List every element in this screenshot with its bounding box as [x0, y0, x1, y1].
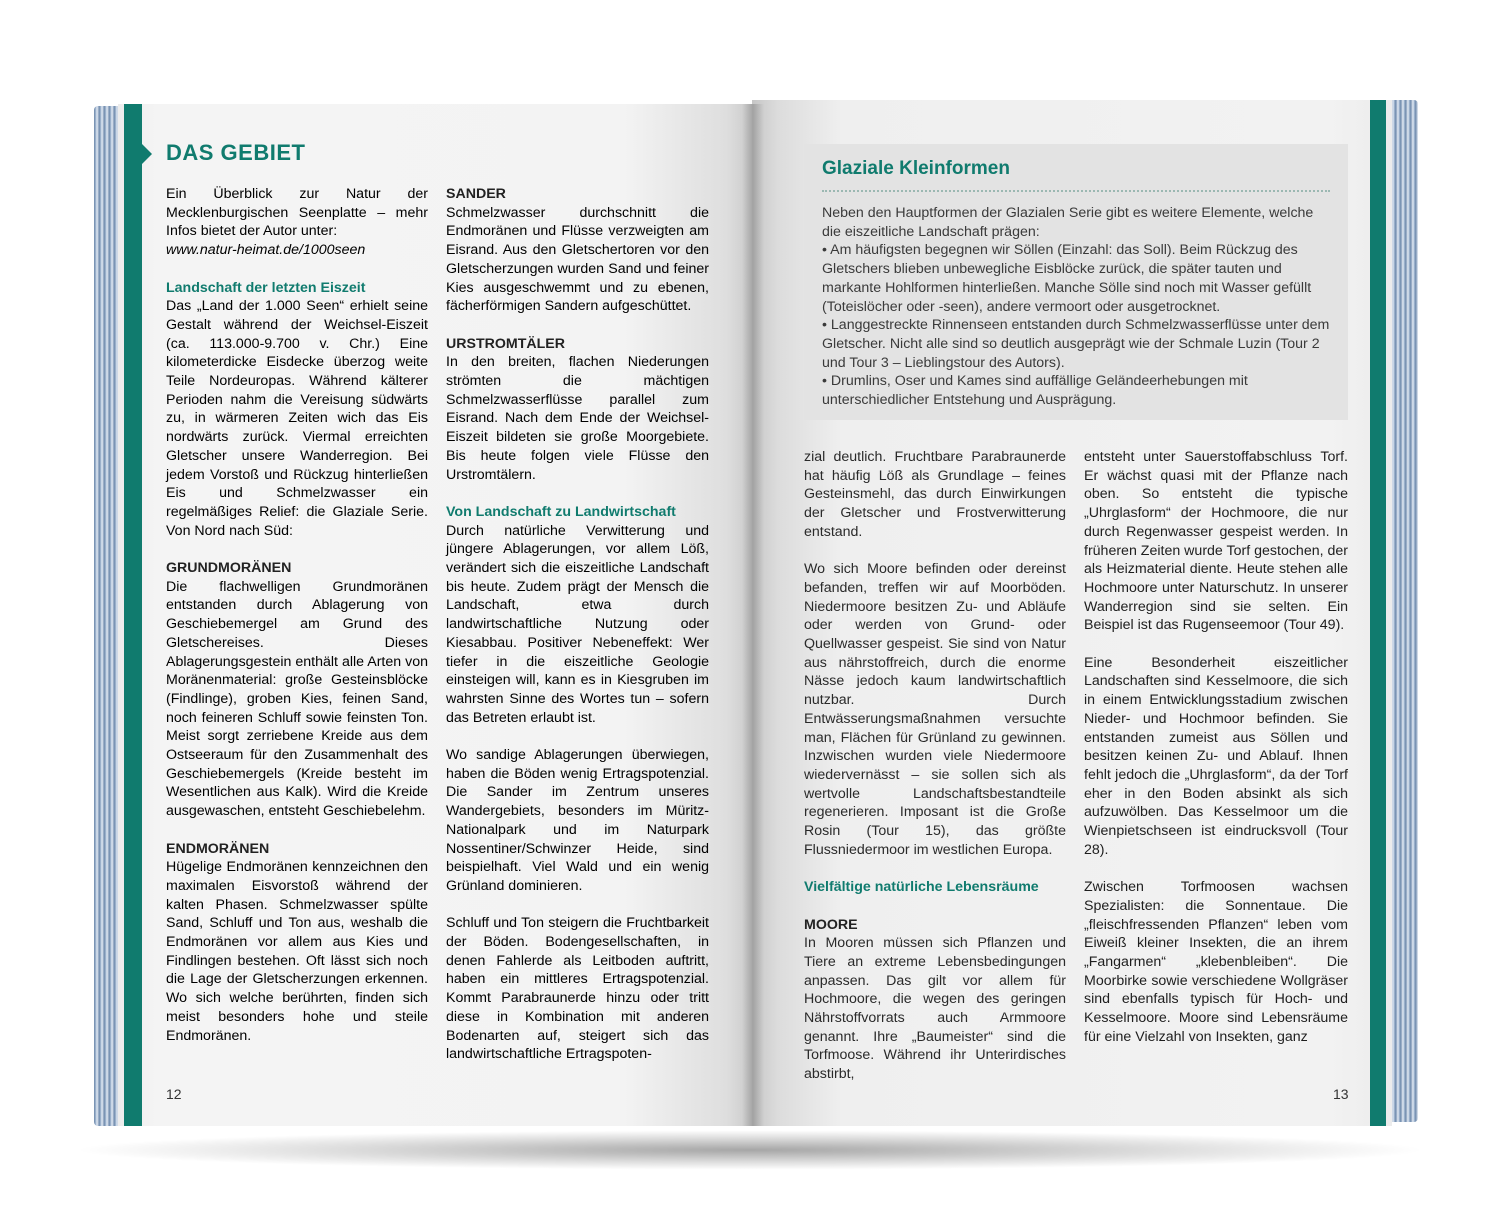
heading-arrow-icon [142, 144, 152, 164]
section-label: ENDMORÄNEN [166, 840, 270, 857]
info-box-title: Glaziale Kleinformen [822, 158, 1010, 179]
info-box [804, 144, 1348, 420]
book-shadow [70, 1130, 1430, 1170]
paragraph-gap [804, 542, 1066, 561]
body-paragraph: Die flachwelligen Grundmoränen entstanden durch Ablagerung von Geschiebemergel am Grund des Gletschereises. Dieses Ablagerungsgestein enthält alle Arten von Moränenmaterial: große Gesteinsblöcke (Findlinge), groben Kies, feinen Sand, noch feineren Schluff sowie feinsten Ton. Meist sorgt zerriebene Kreide aus dem Ostseeraum für den Zusammenhalt des Geschiebemergels (Kreide besteht im Wesentlichen aus Kalk). Wird die Kreide ausgewaschen, entsteht Geschiebelehm. [166, 578, 428, 820]
info-box-bullet: • Am häufigsten begegnen wir Söllen (Einzahl: das Soll). Beim Rückzug des Gletschers blieben unbewegliche Eisblöcke zurück, die später tauten und markante Hohlformen hinterließen. Manche Sölle sind noch mit Wasser gefüllt (Toteislöcher oder -seen), andere vermoort oder ausgetrocknet. [822, 242, 1312, 315]
section-label: SANDER [446, 186, 506, 202]
info-box-intro: Neben den Hauptformen der Glazialen Serie gibt es weitere Elemente, welche die eiszeitliche Landschaft prägen: [822, 205, 1314, 240]
accent-bar-left [124, 104, 142, 1126]
section-subheading: Vielfältige natürliche Lebensräume [804, 879, 1039, 896]
left-column-1 [166, 185, 428, 1045]
paragraph-gap [446, 896, 709, 915]
body-paragraph: entsteht unter Sauerstoffabschluss Torf. Er wächst quasi mit der Pflanze nach oben. So entsteht die typische „Uhrglasform“ der Hochmoore, die nur durch Regenwasser gespeist werden. In früheren Zeiten wurde Torf gestochen, der als Heizmaterial diente. Heute stehen alle Hochmoore unter Naturschutz. In unserer Wanderregion sind sie selten. Ein Beispiel ist das Rugenseemoor (Tour 49). [1084, 449, 1348, 634]
page-number-left: 12 [166, 1086, 182, 1102]
body-paragraph: Ein Überblick zur Natur der Mecklenburgischen Seenplatte – mehr Infos bietet der Autor unter: [166, 186, 428, 240]
section-label: MOORE [804, 916, 858, 933]
web-address: www.natur-heimat.de/1000seen [166, 242, 366, 259]
body-paragraph: Wo sandige Ablagerungen überwiegen, haben die Böden wenig Ertragspotenzial. Die Sander im Zentrum unseres Wandergebiets, besonders im Müritz-Nationalpark und im Naturpark Nossentiner/Schwinzer Heide, sind beispielhaft. Viel Wald und ein wenig Grünland dominieren. [446, 747, 709, 894]
paragraph-gap [804, 897, 1066, 916]
paragraph-gap [166, 260, 428, 279]
paragraph-gap [166, 821, 428, 840]
body-paragraph: Schmelzwasser durchschnitt die Endmoränen und Flüsse verzweigten am Eisrand. Aus den Gletschertoren vor den Gletscherzungen wurden Sand und feiner Kies ausgeschwemmt und zu ebenen, fächerförmigen Sandern aufgeschüttet. [446, 204, 709, 315]
right-column-2 [1084, 448, 1348, 1046]
body-paragraph: zial deutlich. Fruchtbare Parabraunerde hat häufig Löß als Grundlage – feines Gesteinsmehl, das durch Einwirkungen der Gletscher und Frostverwitterung entstand. [804, 449, 1066, 540]
left-column-2 [446, 185, 709, 1064]
section-label: GRUNDMORÄNEN [166, 560, 292, 577]
book-spine [742, 104, 764, 1126]
dotted-divider [822, 190, 1330, 192]
right-column-1 [804, 448, 1066, 1084]
body-paragraph: In den breiten, flachen Niederungen strömten die mächtigen Schmelzwasserflüsse parallel zum Eisrand. Nach dem Ende der Weichsel-Eiszeit bildeten sie große Moorgebiete. Bis heute folgen viele Flüsse den Urstromtälern. [446, 354, 709, 483]
paragraph-gap [1084, 859, 1348, 878]
body-paragraph: Hügelige Endmoränen kennzeichnen den maximalen Eisvorstoß während der kalten Phasen. Schmelzwasser spülte Sand, Schluff und Ton aus, weshalb die Endmoränen vor allem aus Kies und Findlingen bestehen. Oft lässt sich noch die Lage der Gletscherzungen erkennen. Wo sich welche berührten, finden sich meist besonders hohe und steile Endmoränen. [166, 859, 428, 1044]
page-title: DAS GEBIET [166, 140, 306, 165]
paragraph-gap [446, 727, 709, 746]
section-subheading: Von Landschaft zu Landwirtschaft [446, 503, 676, 520]
body-paragraph: Wo sich Moore befinden oder dereinst befanden, treffen wir auf Moorböden. Niedermoore besitzen Zu- und Abläufe oder werden von Grund- oder Quellwasser gespeist. Sie sind von Natur aus nährstoffreich, durch die enorme Nässe jedoch kaum landwirtschaftlich nutzbar. Durch Entwässerungsmaßnahmen versuchte man, Flächen für Grünland zu gewinnen. Inzwischen wurden viele Niedermoore wiedervernässt – sie sollen sich als wertvolle Landschaftsbestandteile regenerieren. Imposant ist die Große Rosin (Tour 15), das größte Flussniedermoor im westlichen Europa. [804, 561, 1066, 858]
paragraph-gap [166, 540, 428, 559]
paragraph-gap [1084, 635, 1348, 654]
paragraph-gap [804, 859, 1066, 878]
body-paragraph: Eine Besonderheit eiszeitlicher Landschaften sind Kesselmoore, die sich in einem Entwicklungsstadium zwischen Nieder- und Hochmoor befinden. Sie entstanden zumeist aus Söllen und besitzen keinen Zu- und Ablauf. Ihnen fehlt jedoch die „Uhrglasform“, da der Torf eher in den Boden absinkt als sich aufzuwölben. Das Kesselmoor um die Wienpietschseen ist eindrucksvoll (Tour 28). [1084, 654, 1348, 858]
info-box-bullet: • Langgestreckte Rinnenseen entstanden durch Schmelzwasserflüsse unter dem Gletscher. Nicht alle sind so deutlich ausgeprägt wie der Schmale Luzin (Tour 2 und Tour 3 – Lieblingstour des Autors). [822, 317, 1330, 371]
section-label: URSTROMTÄLER [446, 335, 566, 352]
paragraph-gap [446, 484, 709, 503]
info-box-bullet: • Drumlins, Oser und Kames sind auffällige Geländeerhebungen mit unterschiedlicher Entstehung und Ausprägung. [822, 373, 1248, 409]
body-paragraph: In Mooren müssen sich Pflanzen und Tiere an extreme Lebensbedingungen anpassen. Das gilt vor allem für Hochmoore, die wegen des geringen Nährstoffvorrats auch Armmoore genannt. Ihre „Baumeister“ sind die Torfmoose. Während ihr Unterirdisches abstirbt, [804, 935, 1066, 1083]
paragraph-gap [446, 316, 709, 335]
body-paragraph: Durch natürliche Verwitterung und jüngere Ablagerungen, vor allem Löß, verändert sich die eiszeitliche Landschaft bis heute. Zudem prägt der Mensch die Landschaft, etwa durch landwirtschaftliche Nutzung oder Kiesabbau. Positiver Nebeneffekt: Wer tiefer in die eiszeitliche Geologie einsteigen will, kann es in Kiesgruben im wahrsten Sinne des Wortes tun – sofern das Betreten erlaubt ist. [446, 522, 709, 726]
body-paragraph: Zwischen Torfmoosen wachsen Spezialisten: die Sonnentaue. Die „fleischfressenden Pflanzen“ leben vom Eiweiß kleiner Insekten, die an ihrem „Fangarmen“ „klebenbleiben“. Die Moorbirke sowie verschiedene Wollgräser sind ebenfalls typisch für Hoch- und Kesselmoore. Moore sind Lebensräume für eine Vielzahl von Insekten, ganz [1084, 879, 1348, 1045]
accent-bar-right [1370, 100, 1386, 1126]
page-number-right: 13 [1333, 1086, 1349, 1102]
section-subheading: Landschaft der letzten Eiszeit [166, 279, 366, 296]
body-paragraph: Schluff und Ton steigern die Fruchtbarkeit der Böden. Bodengesellschaften, in denen Fahlerde als Leitboden auftritt, haben ein mittleres Ertragspotenzial. Kommt Parabraunerde hinzu oder tritt diese in Kombination mit anderen Bodenarten auf, steigert sich das landwirtschaftliche Ertragspoten- [446, 915, 709, 1063]
body-paragraph: Das „Land der 1.000 Seen“ erhielt seine Gestalt während der Weichsel-Eiszeit (ca. 113.000-9.700 v. Chr.) Eine kilometerdicke Eisdecke überzog weite Teile Nordeuropas. Während kälterer Perioden nahm die Vereisung südwärts zu, in wärmeren Zeiten wich das Eis nordwärts zurück. Viermal erreichten Gletscher unsere Wanderregion. Bei jedem Vorstoß und Rückzug hinterließen Eis und Schmelzwasser ein regelmäßiges Relief: die Glaziale Serie. Von Nord nach Süd: [166, 298, 428, 539]
